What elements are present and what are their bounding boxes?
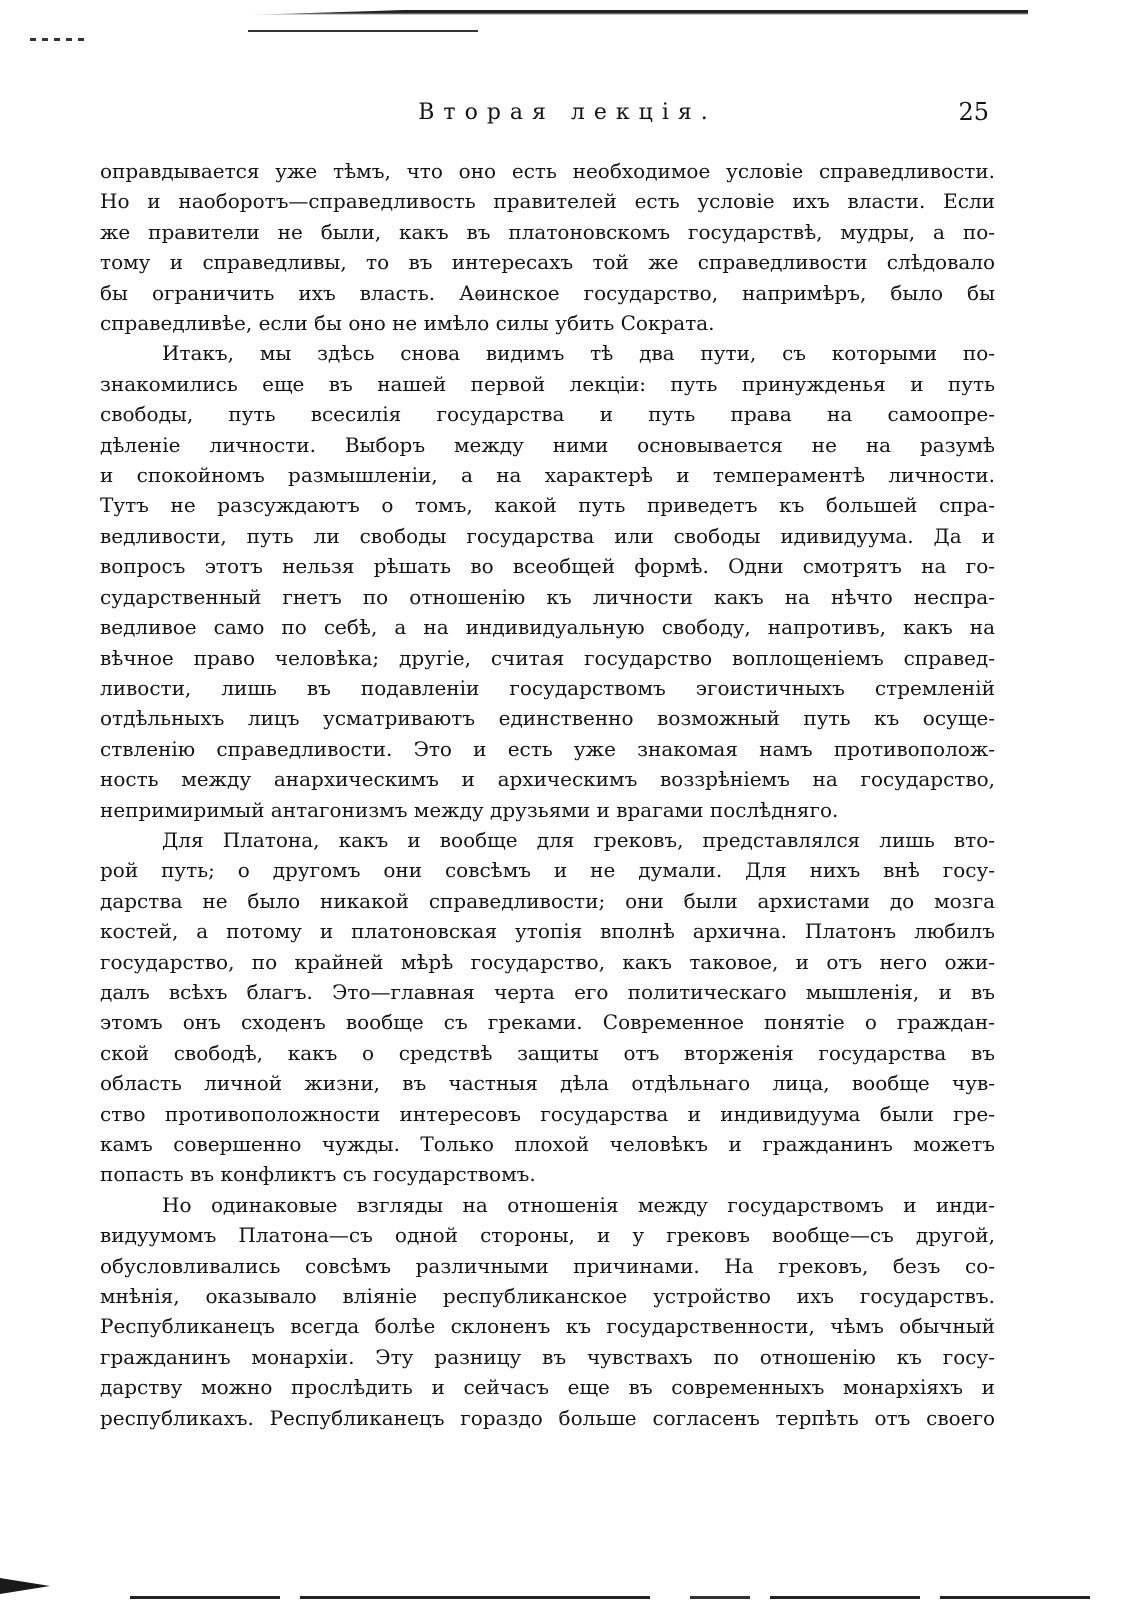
text-line: область личной жизни, въ частныя дѣла отдѣльнаго лица, вообще чув- [100, 1071, 995, 1096]
paragraph-1 [100, 156, 995, 338]
text-line: тому и справедливы, то въ интересахъ той же справедливости слѣдовало [100, 250, 995, 275]
text-line: дѣленіе личности. Выборъ между ними основывается не на разумѣ [100, 432, 995, 457]
text-line: ливости, лишь въ подавленіи государствомъ эгоистичныхъ стремленій [100, 675, 995, 700]
text-line: вопросъ этотъ нельзя рѣшать во всеобщей формѣ. Одни смотрятъ на го- [100, 554, 995, 579]
text-line: Но одинаковые взгляды на отношенія между государствомъ и инди- [162, 1192, 995, 1217]
text-line: знакомились еще въ нашей первой лекціи: путь принужденья и путь [100, 371, 995, 396]
text-line: Для Платона, какъ и вообще для грековъ, представлялся лишь вто- [162, 827, 995, 852]
running-title: Вторая лекція. [418, 100, 717, 125]
text-line: мнѣнія, оказывало вліяніе республиканское устройство ихъ государствъ. [100, 1284, 995, 1309]
text-line: Итакъ, мы здѣсь снова видимъ тѣ два пути, съ которыми по- [162, 341, 995, 366]
text-line: республикахъ. Республиканецъ гораздо больше согласенъ терпѣть отъ своего [100, 1405, 995, 1430]
text-line: отдѣльныхъ лицъ усматриваютъ единственно возможный путь къ осуще- [100, 706, 995, 731]
text-line: ность между анархическимъ и архическимъ воззрѣніемъ на государство, [100, 767, 995, 792]
text-line: Тутъ не разсуждаютъ о томъ, какой путь приведетъ къ большей спра- [100, 493, 995, 518]
text-line: этомъ онъ сходенъ вообще съ греками. Современное понятіе о граждан- [100, 1010, 995, 1035]
text-line: рой путь; о другомъ они совсѣмъ и не думали. Для нихъ внѣ госу- [100, 858, 995, 883]
text-line: справедливѣе, если бы оно не имѣло силы убить Сократа. [100, 311, 715, 336]
text-line: непримиримый антагонизмъ между друзьями и врагами послѣдняго. [100, 797, 839, 822]
text-line: Но и наоборотъ—справедливость правителей есть условіе ихъ власти. Если [100, 189, 995, 214]
page-header [100, 92, 995, 142]
text-line: камъ совершенно чужды. Только плохой человѣкъ и гражданинъ можетъ [100, 1132, 995, 1156]
book-page [100, 92, 995, 1433]
scan-artifact-top-rule [248, 10, 1028, 15]
text-line: свободы, путь всесилія государства и путь права на самоопре- [100, 402, 995, 427]
paragraph-4 [100, 1190, 995, 1433]
body-text [100, 156, 995, 1433]
page-number: 25 [958, 98, 989, 126]
text-line: государство, по крайней мѣрѣ государство, какъ таковое, и отъ него ожи- [100, 949, 995, 974]
text-line: ской свободѣ, какъ о средствѣ защиты отъ вторженія государства въ [100, 1040, 995, 1065]
scan-artifact-top-rule-secondary [248, 30, 478, 32]
text-line: ствленію справедливости. Это и есть уже знакомая намъ противополож- [100, 736, 995, 761]
text-line: сударственный гнетъ по отношенію къ личности какъ на нѣчто неспра- [100, 584, 995, 609]
text-line: обусловливались совсѣмъ различными причинами. На грековъ, безъ со- [100, 1253, 995, 1278]
text-line: ведливое само по себѣ, а на индивидуальную свободу, напротивъ, какъ на [100, 615, 995, 640]
text-line: гражданинъ монархіи. Эту разницу въ чувствахъ по отношенію къ госу- [100, 1344, 995, 1369]
text-line: ство противоположности интересовъ государства и индивидуума были гре- [100, 1101, 995, 1126]
text-line: бы ограничить ихъ власть. Аѳинское государство, напримѣръ, было бы [100, 280, 995, 305]
text-line: и спокойномъ размышленіи, а на характерѣ и темпераментѣ личности. [100, 463, 995, 488]
scan-artifact-corner-mark [30, 38, 90, 41]
scan-artifact-bottom-wedge [0, 1578, 50, 1594]
text-line: же правители не были, какъ въ платоновскомъ государствѣ, мудры, а по- [100, 219, 995, 244]
text-line: оправдывается уже тѣмъ, что оно есть необходимое условіе справедливости. [100, 159, 995, 183]
scan-artifact-bottom-rule [130, 1596, 1090, 1599]
text-line: костей, а потому и платоновская утопія вполнѣ архична. Платонъ любилъ [100, 919, 995, 944]
text-line: вѣчное право человѣка; другіе, считая государство воплощеніемъ справед- [100, 645, 995, 670]
text-line: видуумомъ Платона—съ одной стороны, и у грековъ вообще—съ другой, [100, 1223, 995, 1248]
paragraph-3 [100, 825, 995, 1190]
text-line: дарству можно прослѣдить и сейчасъ еще въ современныхъ монархіяхъ и [100, 1375, 995, 1400]
paragraph-2 [100, 338, 995, 825]
text-line: ведливости, путь ли свободы государства или свободы идивидуума. Да и [100, 523, 995, 548]
text-line: дарства не было никакой справедливости; они были архистами до мозга [100, 888, 995, 913]
text-line: попасть въ конфликтъ съ государствомъ. [100, 1162, 536, 1187]
text-line: далъ всѣхъ благъ. Это—главная черта его политическаго мышленія, и въ [100, 979, 995, 1004]
text-line: Республиканецъ всегда болѣе склоненъ къ государственности, чѣмъ обычный [100, 1314, 995, 1339]
